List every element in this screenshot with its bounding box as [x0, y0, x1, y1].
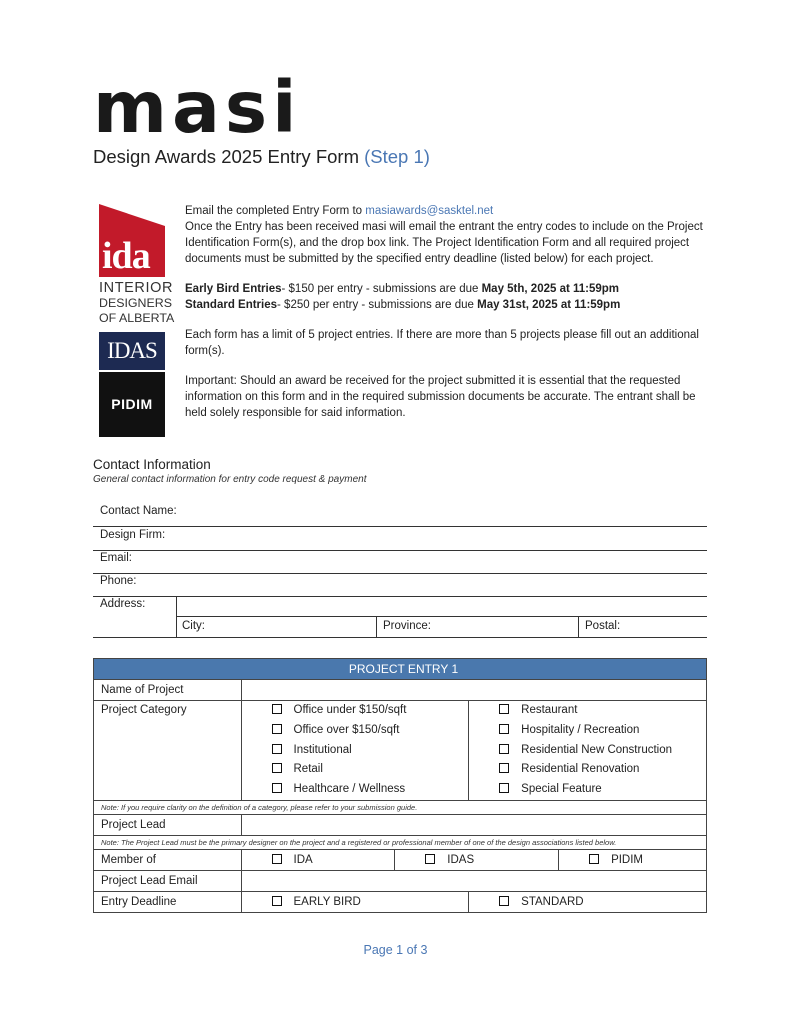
standard-line: [185, 297, 705, 313]
category-note: Note: If you require clarity on the definition of a category, please refer to your submission guide.: [94, 800, 707, 814]
checkbox-icon[interactable]: [499, 744, 509, 754]
early-bird-label: Early Bird Entries: [185, 283, 282, 295]
category-label: Office under $150/sqft: [293, 704, 407, 716]
entry-deadline-label: Entry Deadline: [94, 891, 242, 912]
deadline-early-bird-option[interactable]: [241, 891, 469, 912]
project-lead-email-field[interactable]: [241, 870, 707, 891]
ida-logo: [99, 204, 165, 277]
category-label: Special Feature: [521, 783, 602, 796]
category-option[interactable]: [242, 741, 469, 761]
member-of-label: Member of: [94, 849, 242, 870]
checkbox-icon[interactable]: [272, 724, 282, 734]
phone-label: Phone:: [100, 575, 137, 587]
contact-subheading: General contact information for entry code request & payment: [93, 474, 367, 485]
category-option[interactable]: [242, 721, 469, 741]
deadline-standard-option[interactable]: [469, 891, 707, 912]
contact-heading: Contact Information: [93, 457, 211, 472]
email-link[interactable]: masiawards@sasktel.net: [365, 205, 494, 217]
project-name-field[interactable]: [241, 680, 707, 701]
checkbox-icon[interactable]: [272, 763, 282, 773]
early-bird-text: - $150 per entry - submissions are due: [281, 283, 482, 295]
member-label: PIDIM: [611, 853, 644, 866]
checkbox-icon[interactable]: [499, 896, 509, 906]
design-firm-label: Design Firm:: [100, 529, 166, 541]
category-option[interactable]: [242, 701, 469, 721]
postal-field[interactable]: [93, 637, 707, 638]
category-label: Office over $150/sqft: [293, 723, 400, 736]
ida-logo-text: ida: [102, 235, 150, 277]
checkbox-icon[interactable]: [589, 854, 599, 864]
category-label: Residential New Construction: [521, 743, 673, 756]
category-label: Residential Renovation: [521, 763, 640, 776]
checkbox-icon[interactable]: [272, 854, 282, 864]
category-option[interactable]: [469, 701, 706, 721]
category-label: Hospitality / Recreation: [521, 723, 640, 736]
idas-logo: IDAS: [99, 332, 165, 370]
design-firm-field[interactable]: [93, 550, 707, 551]
province-label: Province:: [383, 620, 431, 632]
category-option[interactable]: [469, 760, 706, 780]
checkbox-icon[interactable]: [499, 724, 509, 734]
checkbox-icon[interactable]: [272, 704, 282, 714]
checkbox-icon[interactable]: [272, 783, 282, 793]
city-divider: [376, 616, 377, 637]
city-label: City:: [182, 620, 205, 632]
member-pidim-option[interactable]: [559, 849, 707, 870]
step-label: (Step 1): [364, 146, 430, 167]
email-label: Email:: [100, 552, 132, 564]
checkbox-icon[interactable]: [272, 744, 282, 754]
intro-paragraph: Once the Entry has been received masi will email the entrant the entry codes to include on the Project Identification Form(s), and the drop box link. The Project Identification Form and all required project documents must be submitted by the specified entry deadline (listed below) for each project.: [185, 221, 703, 265]
project-lead-note: Note: The Project Lead must be the primary designer on the project and a registered or professional member of one of the design associations listed below.: [94, 835, 707, 849]
ida-logo-words: [99, 280, 175, 326]
important-paragraph: Important: Should an award be received for the project submitted it is essential that the requested information on this form and in the required submission documents be accurate. The entrant shall be held solely responsible for said information.: [185, 375, 696, 419]
title-text: Design Awards 2025 Entry Form: [93, 146, 359, 167]
category-label: Healthcare / Wellness: [293, 783, 406, 796]
address-field[interactable]: [176, 616, 707, 617]
project-lead-email-label: Project Lead Email: [94, 870, 242, 891]
checkbox-icon[interactable]: [272, 896, 282, 906]
standard-label: Standard Entries: [185, 299, 278, 311]
postal-label: Postal:: [585, 620, 621, 632]
project-entry-header: PROJECT ENTRY 1: [94, 659, 707, 680]
intro-text: [185, 203, 705, 421]
category-label: Restaurant: [521, 704, 578, 716]
limit-paragraph: Each form has a limit of 5 project entries. If there are more than 5 projects please fill out an additional form(s).: [185, 329, 699, 357]
category-option[interactable]: [469, 780, 706, 800]
category-left-column: [241, 701, 469, 801]
province-divider: [578, 616, 579, 637]
masi-logo: masi: [93, 66, 302, 149]
project-lead-field[interactable]: [241, 814, 707, 835]
member-label: IDAS: [447, 853, 475, 866]
checkbox-icon[interactable]: [425, 854, 435, 864]
checkbox-icon[interactable]: [499, 763, 509, 773]
ida-line-1: INTERIOR: [99, 280, 174, 296]
page-title: [93, 146, 430, 168]
ida-line-3: OF ALBERTA: [99, 311, 175, 325]
checkbox-icon[interactable]: [499, 783, 509, 793]
phone-field[interactable]: [93, 596, 707, 597]
standard-text: - $250 per entry - submissions are due: [277, 299, 478, 311]
category-option[interactable]: [469, 721, 706, 741]
contact-name-label: Contact Name:: [100, 505, 177, 517]
standard-date: May 31st, 2025 at 11:59pm: [477, 299, 621, 311]
email-prefix: Email the completed Entry Form to: [185, 205, 366, 217]
category-option[interactable]: [242, 780, 469, 800]
project-entry-table: [93, 658, 707, 913]
early-bird-line: [185, 281, 705, 297]
deadline-label: STANDARD: [521, 895, 584, 908]
email-field[interactable]: [93, 573, 707, 574]
category-label: Institutional: [293, 743, 352, 756]
category-label: Retail: [293, 763, 323, 776]
pidim-logo: PIDIM: [99, 372, 165, 437]
early-bird-date: May 5th, 2025 at 11:59pm: [481, 283, 620, 295]
member-ida-option[interactable]: [241, 849, 395, 870]
project-name-label: Name of Project: [94, 680, 242, 701]
category-right-column: [469, 701, 707, 801]
address-label: Address:: [100, 598, 146, 610]
category-option[interactable]: [242, 760, 469, 780]
category-option[interactable]: [469, 741, 706, 761]
member-label: IDA: [293, 853, 313, 866]
member-idas-option[interactable]: [395, 849, 559, 870]
page-number: Page 1 of 3: [363, 943, 428, 957]
checkbox-icon[interactable]: [499, 704, 509, 714]
project-category-label: Project Category: [94, 701, 242, 801]
deadline-label: EARLY BIRD: [293, 895, 361, 908]
association-logos: [99, 204, 175, 437]
ida-line-2: DESIGNERS: [99, 296, 172, 310]
contact-name-field[interactable]: [93, 526, 707, 527]
project-lead-label: Project Lead: [94, 814, 242, 835]
